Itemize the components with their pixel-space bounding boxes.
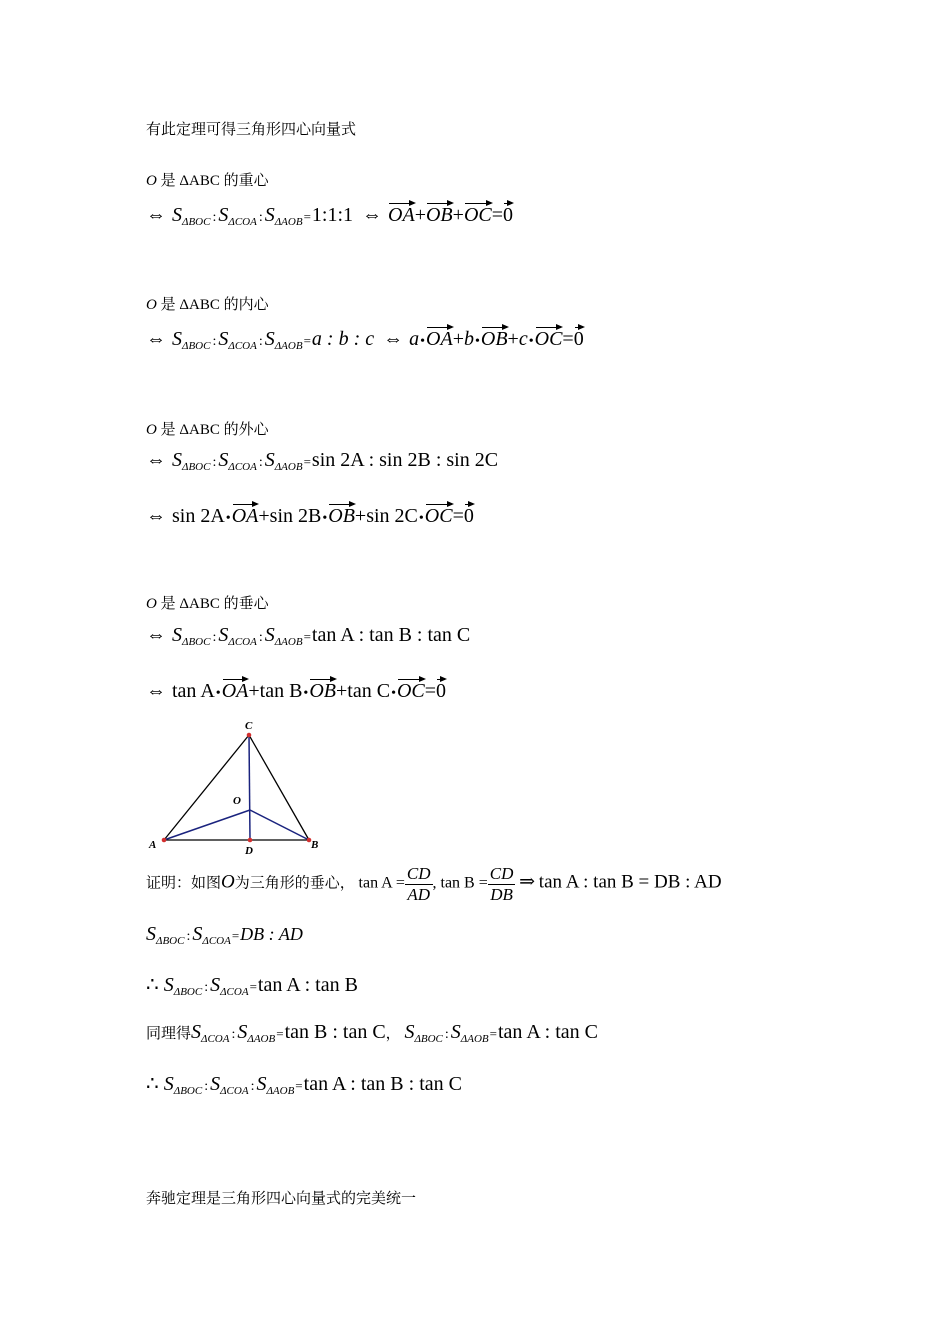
coef-sin2c: sin 2C: [366, 505, 418, 527]
orthocenter-figure: [145, 718, 335, 858]
circumcenter-heading: [146, 418, 269, 439]
area-coa: ΔCOA: [228, 636, 257, 648]
vector-oa: OA: [388, 204, 415, 226]
zero-vector: 0: [503, 204, 514, 226]
altitude-cd: [249, 735, 250, 840]
proof-result: tan A : tan B = DB : AD: [538, 871, 722, 893]
vector-ob: OB: [425, 204, 453, 226]
area-coa: ΔCOA: [228, 216, 257, 228]
proof-line3-rhs: tan A : tan B: [257, 974, 358, 996]
circumcenter-vector-line: ⇔ sin 2A•OA+sin 2B•OB+sin 2C•OC=0: [146, 505, 474, 527]
centroid-heading: [146, 169, 269, 190]
orthocenter-heading-text: 是 ΔABC 的垂心: [160, 596, 269, 612]
centroid-ratio: 1:1:1: [311, 204, 354, 226]
fraction-numerator: CD: [489, 864, 514, 883]
vector-oc: OC: [424, 505, 453, 527]
area-boc: ΔBOC: [173, 986, 203, 998]
proof-line-4: 同理得$S_{\Delta COA}$ : $S_{\Delta AOB}=\tan$ B : tan C， $S_{\Delta BOC}$ : $S_{\Delta AOB}=\tan$ A : tan C: [146, 1021, 598, 1045]
zero-vector: 0: [463, 505, 474, 527]
area-boc: ΔBOC: [182, 461, 211, 473]
area-aob: ΔAOB: [460, 1033, 489, 1045]
area-aob: ΔAOB: [274, 216, 303, 228]
area-aob: ΔAOB: [274, 461, 303, 473]
incenter-heading-text: 是 ΔABC 的内心: [160, 297, 269, 313]
area-boc: ΔBOC: [182, 216, 211, 228]
proof-prefix: 证明：如图: [146, 875, 222, 892]
label-o: O: [233, 795, 241, 807]
proof-line-5: ∴ $S_{\Delta BOC}$ : $S_{\Delta COA}$ : $S_{\Delta AOB}=\tan$ A : tan B : tan C: [146, 1073, 462, 1097]
proof-mid: 为三角形的垂心，: [234, 875, 355, 892]
area-aob: ΔAOB: [247, 1033, 276, 1045]
circumcenter-ratio-line: ⇔ $S_{\Delta BOC}$ : $S_{\Delta COA}$ : $S_{\Delta AOB}=\sin$ 2A : sin 2B : sin 2C: [146, 449, 499, 473]
vector-oa: OA: [426, 328, 453, 350]
vector-ob: OB: [328, 505, 355, 527]
fraction-numerator: CD: [406, 864, 431, 883]
zero-vector: 0: [436, 680, 447, 702]
proof-line-3: ∴ $S_{\Delta BOC}$ : $S_{\Delta COA}=\tan$ A : tan B: [146, 974, 358, 998]
coef-b: b: [463, 328, 474, 350]
coef-c: c: [518, 328, 528, 350]
orthocenter-vector-line: ⇔ tan A•OA+tan B•OB+tan C•OC=0: [146, 680, 447, 702]
vertex-a: [162, 838, 167, 843]
label-a: A: [149, 839, 157, 851]
area-coa: ΔCOA: [202, 935, 231, 947]
orthocenter-heading: [146, 592, 269, 613]
therefore-symbol: ∴: [146, 1073, 159, 1095]
area-boc: ΔBOC: [173, 1085, 203, 1097]
fraction-cd-db: [488, 864, 516, 904]
area-boc: ΔBOC: [182, 636, 211, 648]
iff-arrow: ⇔: [146, 204, 166, 226]
proof-line4-rhs1: tan B : tan C: [284, 1021, 386, 1043]
point-o: O: [146, 596, 157, 612]
area-coa: ΔCOA: [228, 340, 257, 352]
proof-separator: ，: [385, 1026, 401, 1042]
coef-a: a: [409, 328, 420, 350]
centroid-formula: ⇔ $S_{\Delta BOC}$ : $S_{\Delta COA}$ : $S_{\Delta AOB}=1:1:1$ ⇔ OA+OB+OC=0: [146, 204, 514, 228]
point-o: O: [146, 173, 157, 189]
area-coa: ΔCOA: [201, 1033, 230, 1045]
orthocenter-ratio-line: ⇔ $S_{\Delta BOC}$ : $S_{\Delta COA}$ : $S_{\Delta AOB}=\tan$ A : tan B : tan C: [146, 624, 471, 648]
point-o: O: [146, 297, 157, 313]
vector-oc: OC: [396, 680, 425, 702]
area-aob: ΔAOB: [266, 1085, 295, 1097]
point-o: O: [146, 422, 157, 438]
zero-vector: 0: [573, 328, 584, 350]
therefore-symbol: ∴: [146, 974, 159, 996]
fraction-cd-ad: [405, 864, 433, 904]
coef-sin2a: sin 2A: [172, 505, 225, 527]
fraction-denominator: DB: [490, 884, 513, 904]
centroid-heading-text: 是 ΔABC 的重心: [160, 173, 269, 189]
vector-oa: OA: [231, 505, 259, 527]
vertex-c: [247, 733, 252, 738]
circumcenter-ratio: sin 2A : sin 2B : sin 2C: [311, 449, 499, 471]
area-coa: ΔCOA: [220, 986, 249, 998]
circumcenter-heading-text: 是 ΔABC 的外心: [160, 422, 269, 438]
intro-text: 有此定理可得三角形四心向量式: [146, 122, 357, 138]
area-boc: ΔBOC: [414, 1033, 443, 1045]
area-aob: ΔAOB: [274, 636, 303, 648]
label-d: D: [245, 845, 253, 857]
area-aob: ΔAOB: [274, 340, 303, 352]
coef-tanc: tan C: [347, 680, 391, 702]
vector-oc: OC: [534, 328, 563, 350]
point-d: [248, 838, 253, 843]
vector-ob: OB: [480, 328, 508, 350]
area-coa: ΔCOA: [228, 461, 257, 473]
coef-sin2b: sin 2B: [269, 505, 322, 527]
proof-line-2: $S_{\Delta BOC}$ : $S_{\Delta COA}=DB$ : AD: [146, 923, 303, 947]
proof-line5-rhs: tan A : tan B : tan C: [303, 1073, 462, 1095]
proof-similarly: 同理得: [146, 1026, 192, 1042]
point-o: O: [221, 871, 235, 893]
incenter-ratio: a : b : c: [311, 328, 375, 350]
area-boc: ΔBOC: [156, 935, 185, 947]
proof-tanb: , tan B =: [432, 874, 488, 892]
label-b: B: [311, 839, 319, 851]
incenter-heading: [146, 293, 269, 314]
proof-line4-rhs2: tan A : tan C: [497, 1021, 598, 1043]
vector-oa: OA: [221, 680, 249, 702]
proof-tana: tan A =: [358, 874, 405, 892]
vector-oc: OC: [463, 204, 492, 226]
edge-ac: [164, 735, 249, 840]
fraction-denominator: AD: [407, 884, 431, 904]
orthocenter-ratio: tan A : tan B : tan C: [311, 624, 471, 646]
area-coa: ΔCOA: [220, 1085, 249, 1097]
proof-line2-rhs: DB : AD: [240, 924, 303, 944]
label-c: C: [245, 720, 253, 732]
area-boc: ΔBOC: [182, 340, 211, 352]
proof-line-1: 证明：如图O为三角形的垂心， tan A = $\frac{CD}{AD}$ , tan B = $\frac{CD}{DB}$ ⇒ tan A : tan B = DB : AD: [146, 864, 722, 904]
conclusion-text: 奔驰定理是三角形四心向量式的完美统一: [146, 1191, 417, 1207]
incenter-formula: ⇔ $S_{\Delta BOC}$ : $S_{\Delta COA}$ : $S_{\Delta AOB}=a$ : b : c ⇔ a•OA+b•OB+c•OC=0: [146, 328, 584, 352]
coef-tana: tan A: [172, 680, 215, 702]
coef-tanb: tan B: [259, 680, 303, 702]
vector-ob: OB: [309, 680, 336, 702]
